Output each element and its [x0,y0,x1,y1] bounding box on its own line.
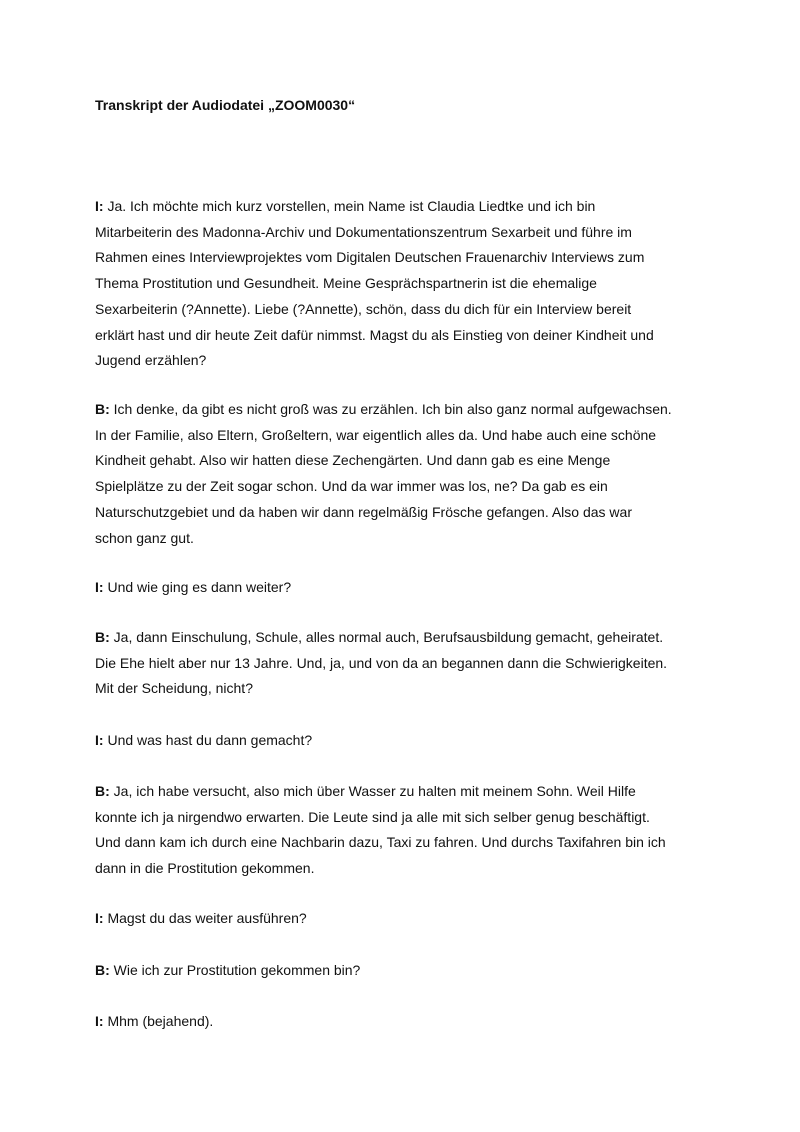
turn-line: konnte ich ja nirgendwo erwarten. Die Leute sind ja alle mit sich selber genug beschäftigt. [95,808,650,825]
speaker-label: B: [95,401,110,417]
turn-line [95,194,654,220]
turn-line: Sexarbeiterin (?Annette). Liebe (?Annette), schön, dass du dich für ein Interview bereit [95,300,632,317]
speaker-label: B: [95,783,110,799]
transcript-turn-interviewer [95,575,291,601]
turn-text: Wie ich zur Prostitution gekommen bin? [109,962,361,978]
speaker-label: I: [95,732,104,748]
transcript-turn-respondent [95,625,667,702]
turn-text: Ja, dann Einschulung, Schule, alles normal auch, Berufsausbildung gemacht, geheiratet. [109,629,664,645]
transcript-turn-respondent [95,397,672,551]
transcript-turn-interviewer [95,1009,213,1035]
turn-line: Und dann kam ich durch eine Nachbarin dazu, Taxi zu fahren. Und durchs Taxifahren bin ich [95,834,666,851]
turn-line: In der Familie, also Eltern, Großeltern, war eigentlich alles da. Und habe auch eine schöne [95,426,657,443]
transcript-turn-interviewer [95,728,312,754]
speaker-label: I: [95,910,104,926]
speaker-label: B: [95,962,110,978]
turn-line: Naturschutzgebiet und da haben wir dann regelmäßig Frösche gefangen. Also das war [95,503,632,520]
turn-line: Thema Prostitution und Gesundheit. Meine Gesprächspartnerin ist die ehemalige [95,275,597,292]
turn-text: Magst du das weiter ausführen? [103,910,307,926]
turn-line: Rahmen eines Interviewprojektes vom Digitalen Deutschen Frauenarchiv Interviews zum [95,249,645,266]
document-title: Transkript der Audiodatei „ZOOM0030“ [95,97,356,113]
turn-line [95,575,291,601]
turn-line [95,397,672,423]
turn-line [95,625,667,651]
turn-line: schon ganz gut. [95,529,194,546]
turn-line: erklärt hast und dir heute Zeit dafür nimmst. Magst du als Einstieg von deiner Kindheit und [95,326,654,343]
transcript-turn-respondent [95,779,666,882]
turn-line [95,1009,213,1035]
transcript-turn-respondent [95,958,360,984]
turn-text: Ich denke, da gibt es nicht groß was zu erzählen. Ich bin also ganz normal aufgewachsen. [109,401,672,417]
turn-line [95,906,307,932]
turn-line [95,958,360,984]
turn-line: Mit der Scheidung, nicht? [95,680,253,697]
transcript-turn-interviewer [95,194,654,374]
turn-text: Und was hast du dann gemacht? [103,732,313,748]
turn-line: Die Ehe hielt aber nur 13 Jahre. Und, ja, und von da an begannen dann die Schwierigkeiten. [95,654,668,671]
speaker-label: I: [95,1013,104,1029]
turn-text: Und wie ging es dann weiter? [103,579,292,595]
transcript-turn-interviewer [95,906,307,932]
speaker-label: I: [95,579,104,595]
turn-text: Ja, ich habe versucht, also mich über Wasser zu halten mit meinem Sohn. Weil Hilfe [109,783,636,799]
turn-text: Mhm (bejahend). [103,1013,214,1029]
speaker-label: B: [95,629,110,645]
turn-text: Ja. Ich möchte mich kurz vorstellen, mein Name ist Claudia Liedtke und ich bin [103,198,596,214]
turn-line: dann in die Prostitution gekommen. [95,860,315,877]
turn-line [95,779,666,805]
turn-line [95,728,312,754]
turn-line: Kindheit gehabt. Also wir hatten diese Zechengärten. Und dann gab es eine Menge [95,452,611,469]
turn-line: Spielplätze zu der Zeit sogar schon. Und da war immer was los, ne? Da gab es ein [95,478,608,495]
speaker-label: I: [95,198,104,214]
turn-line: Jugend erzählen? [95,352,207,369]
turn-line: Mitarbeiterin des Madonna-Archiv und Dokumentationszentrum Sexarbeit und führe im [95,223,632,240]
